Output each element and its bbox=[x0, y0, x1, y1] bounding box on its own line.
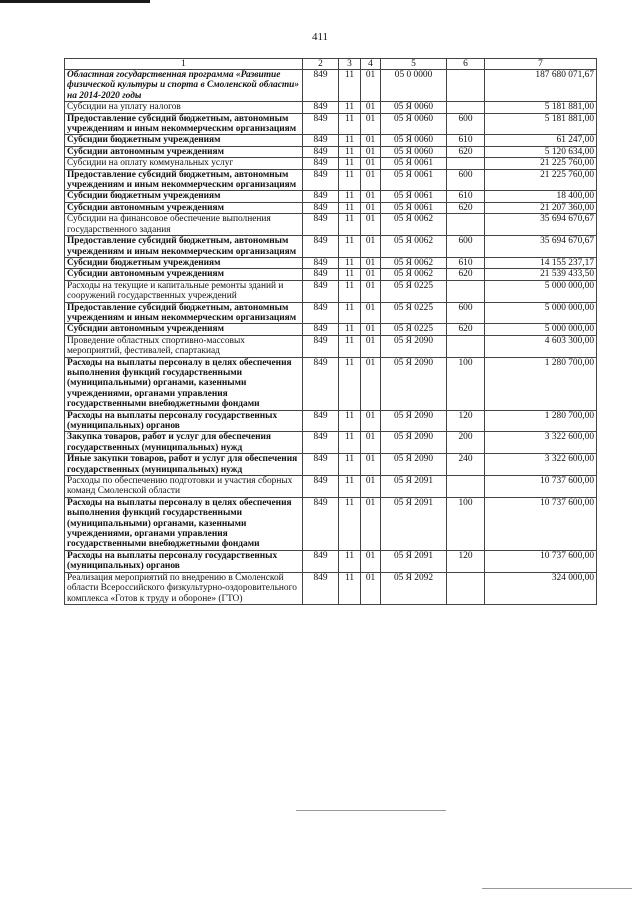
cell-target-article: 05 Я 0062 bbox=[381, 269, 447, 280]
cell-expense-type: 600 bbox=[447, 302, 485, 324]
cell-target-article: 05 Я 0060 bbox=[381, 146, 447, 157]
table-row bbox=[65, 476, 597, 498]
cell-name: Расходы на выплаты персоналу государственных (муниципальных) органов bbox=[65, 550, 303, 572]
cell-section: 11 bbox=[339, 572, 361, 604]
header-col-1: 1 bbox=[65, 59, 303, 70]
cell-section: 11 bbox=[339, 202, 361, 213]
cell-subsection: 01 bbox=[361, 357, 381, 410]
cell-expense-type: 100 bbox=[447, 497, 485, 550]
cell-amount: 5 000 000,00 bbox=[485, 324, 597, 335]
cell-section: 11 bbox=[339, 70, 361, 102]
cell-target-article: 05 Я 0061 bbox=[381, 158, 447, 169]
cell-gov-code: 849 bbox=[303, 102, 339, 113]
cell-gov-code: 849 bbox=[303, 280, 339, 302]
cell-name: Расходы на выплаты персоналу в целях обеспечения выполнения функций государственными (муниципальными) органами, казенными учреждениями, органами управления государственными внебюджетными фондами bbox=[65, 357, 303, 410]
cell-gov-code: 849 bbox=[303, 357, 339, 410]
cell-name: Субсидии автономным учреждениям bbox=[65, 202, 303, 213]
scan-artifact-line bbox=[296, 810, 446, 811]
cell-target-article: 05 Я 0060 bbox=[381, 135, 447, 146]
cell-expense-type: 620 bbox=[447, 324, 485, 335]
cell-name: Расходы на выплаты персоналу государственных (муниципальных) органов bbox=[65, 410, 303, 432]
cell-amount: 3 322 600,00 bbox=[485, 454, 597, 476]
table-row bbox=[65, 169, 597, 191]
cell-target-article: 05 Я 2090 bbox=[381, 432, 447, 454]
cell-expense-type bbox=[447, 102, 485, 113]
cell-target-article: 05 0 0000 bbox=[381, 70, 447, 102]
table-row bbox=[65, 550, 597, 572]
table-row bbox=[65, 214, 597, 236]
cell-expense-type: 610 bbox=[447, 257, 485, 268]
cell-expense-type: 610 bbox=[447, 191, 485, 202]
cell-target-article: 05 Я 2090 bbox=[381, 357, 447, 410]
cell-name: Иные закупки товаров, работ и услуг для обеспечения государственных (муниципальных) нужд bbox=[65, 454, 303, 476]
cell-section: 11 bbox=[339, 550, 361, 572]
cell-gov-code: 849 bbox=[303, 572, 339, 604]
table-row bbox=[65, 135, 597, 146]
header-col-2: 2 bbox=[303, 59, 339, 70]
cell-name: Субсидии автономным учреждениям bbox=[65, 146, 303, 157]
cell-expense-type bbox=[447, 214, 485, 236]
cell-target-article: 05 Я 2090 bbox=[381, 454, 447, 476]
cell-section: 11 bbox=[339, 269, 361, 280]
header-col-3: 3 bbox=[339, 59, 361, 70]
cell-amount: 18 400,00 bbox=[485, 191, 597, 202]
cell-amount: 21 539 433,50 bbox=[485, 269, 597, 280]
cell-gov-code: 849 bbox=[303, 202, 339, 213]
header-col-4: 4 bbox=[361, 59, 381, 70]
cell-target-article: 05 Я 2091 bbox=[381, 497, 447, 550]
table-row bbox=[65, 572, 597, 604]
cell-subsection: 01 bbox=[361, 269, 381, 280]
cell-section: 11 bbox=[339, 302, 361, 324]
cell-section: 11 bbox=[339, 454, 361, 476]
cell-amount: 5 181 881,00 bbox=[485, 102, 597, 113]
cell-target-article: 05 Я 0060 bbox=[381, 113, 447, 135]
cell-subsection: 01 bbox=[361, 214, 381, 236]
cell-amount: 14 155 237,17 bbox=[485, 257, 597, 268]
cell-section: 11 bbox=[339, 191, 361, 202]
cell-expense-type bbox=[447, 335, 485, 357]
cell-expense-type: 120 bbox=[447, 550, 485, 572]
cell-target-article: 05 Я 0060 bbox=[381, 102, 447, 113]
cell-gov-code: 849 bbox=[303, 135, 339, 146]
cell-subsection: 01 bbox=[361, 324, 381, 335]
cell-target-article: 05 Я 2092 bbox=[381, 572, 447, 604]
cell-amount: 3 322 600,00 bbox=[485, 432, 597, 454]
cell-target-article: 05 Я 0061 bbox=[381, 202, 447, 213]
header-col-7: 7 bbox=[485, 59, 597, 70]
cell-subsection: 01 bbox=[361, 146, 381, 157]
cell-subsection: 01 bbox=[361, 302, 381, 324]
cell-name: Предоставление субсидий бюджетным, автономным учреждениям и иным некоммерческим организациям bbox=[65, 169, 303, 191]
cell-gov-code: 849 bbox=[303, 302, 339, 324]
table-row bbox=[65, 357, 597, 410]
cell-amount: 21 225 760,00 bbox=[485, 158, 597, 169]
cell-gov-code: 849 bbox=[303, 214, 339, 236]
cell-target-article: 05 Я 0225 bbox=[381, 302, 447, 324]
cell-subsection: 01 bbox=[361, 158, 381, 169]
cell-expense-type bbox=[447, 158, 485, 169]
cell-subsection: 01 bbox=[361, 257, 381, 268]
table-row bbox=[65, 146, 597, 157]
table-row bbox=[65, 497, 597, 550]
cell-target-article: 05 Я 0061 bbox=[381, 169, 447, 191]
cell-target-article: 05 Я 0062 bbox=[381, 214, 447, 236]
table-row bbox=[65, 432, 597, 454]
cell-expense-type: 620 bbox=[447, 146, 485, 157]
cell-target-article: 05 Я 2090 bbox=[381, 410, 447, 432]
table-row bbox=[65, 269, 597, 280]
cell-expense-type: 200 bbox=[447, 432, 485, 454]
cell-target-article: 05 Я 0062 bbox=[381, 257, 447, 268]
cell-gov-code: 849 bbox=[303, 454, 339, 476]
cell-subsection: 01 bbox=[361, 113, 381, 135]
table-row bbox=[65, 410, 597, 432]
cell-expense-type: 620 bbox=[447, 202, 485, 213]
cell-name: Субсидии бюджетным учреждениям bbox=[65, 135, 303, 146]
cell-name: Субсидии на уплату налогов bbox=[65, 102, 303, 113]
cell-name: Расходы по обеспечению подготовки и участия сборных команд Смоленской области bbox=[65, 476, 303, 498]
cell-amount: 10 737 600,00 bbox=[485, 476, 597, 498]
table-row bbox=[65, 335, 597, 357]
cell-gov-code: 849 bbox=[303, 324, 339, 335]
cell-expense-type: 600 bbox=[447, 113, 485, 135]
header-col-6: 6 bbox=[447, 59, 485, 70]
cell-subsection: 01 bbox=[361, 476, 381, 498]
cell-subsection: 01 bbox=[361, 280, 381, 302]
cell-target-article: 05 Я 2091 bbox=[381, 476, 447, 498]
table-row bbox=[65, 202, 597, 213]
cell-expense-type: 120 bbox=[447, 410, 485, 432]
cell-section: 11 bbox=[339, 357, 361, 410]
cell-gov-code: 849 bbox=[303, 476, 339, 498]
cell-target-article: 05 Я 0061 bbox=[381, 191, 447, 202]
cell-subsection: 01 bbox=[361, 135, 381, 146]
cell-section: 11 bbox=[339, 476, 361, 498]
cell-name: Субсидии автономным учреждениям bbox=[65, 324, 303, 335]
cell-section: 11 bbox=[339, 236, 361, 258]
cell-section: 11 bbox=[339, 497, 361, 550]
cell-section: 11 bbox=[339, 135, 361, 146]
table-body bbox=[65, 70, 597, 605]
cell-target-article: 05 Я 2091 bbox=[381, 550, 447, 572]
table-header-row bbox=[65, 59, 597, 70]
cell-name: Субсидии бюджетным учреждениям bbox=[65, 257, 303, 268]
cell-section: 11 bbox=[339, 410, 361, 432]
cell-amount: 5 120 634,00 bbox=[485, 146, 597, 157]
cell-subsection: 01 bbox=[361, 335, 381, 357]
cell-subsection: 01 bbox=[361, 550, 381, 572]
cell-name: Реализация мероприятий по внедрению в Смоленской области Всероссийского физкультурно-оздоровительного комплекса «Готов к труду и обороне» (ГТО) bbox=[65, 572, 303, 604]
cell-section: 11 bbox=[339, 146, 361, 157]
cell-subsection: 01 bbox=[361, 102, 381, 113]
cell-expense-type: 600 bbox=[447, 236, 485, 258]
table-row bbox=[65, 191, 597, 202]
cell-subsection: 01 bbox=[361, 454, 381, 476]
table-row bbox=[65, 302, 597, 324]
cell-expense-type bbox=[447, 70, 485, 102]
cell-subsection: 01 bbox=[361, 432, 381, 454]
cell-name: Закупка товаров, работ и услуг для обеспечения государственных (муниципальных) нужд bbox=[65, 432, 303, 454]
cell-gov-code: 849 bbox=[303, 257, 339, 268]
cell-subsection: 01 bbox=[361, 191, 381, 202]
cell-expense-type: 620 bbox=[447, 269, 485, 280]
cell-gov-code: 849 bbox=[303, 410, 339, 432]
table-row bbox=[65, 158, 597, 169]
cell-amount: 5 181 881,00 bbox=[485, 113, 597, 135]
cell-gov-code: 849 bbox=[303, 335, 339, 357]
cell-subsection: 01 bbox=[361, 70, 381, 102]
table-row bbox=[65, 113, 597, 135]
cell-name: Предоставление субсидий бюджетным, автономным учреждениям и иным некоммерческим организациям bbox=[65, 302, 303, 324]
cell-gov-code: 849 bbox=[303, 550, 339, 572]
cell-expense-type: 600 bbox=[447, 169, 485, 191]
cell-section: 11 bbox=[339, 257, 361, 268]
cell-expense-type bbox=[447, 280, 485, 302]
cell-section: 11 bbox=[339, 335, 361, 357]
cell-target-article: 05 Я 0225 bbox=[381, 324, 447, 335]
cell-amount: 4 603 300,00 bbox=[485, 335, 597, 357]
cell-subsection: 01 bbox=[361, 410, 381, 432]
cell-subsection: 01 bbox=[361, 202, 381, 213]
cell-amount: 5 000 000,00 bbox=[485, 302, 597, 324]
cell-gov-code: 849 bbox=[303, 158, 339, 169]
cell-gov-code: 849 bbox=[303, 191, 339, 202]
cell-gov-code: 849 bbox=[303, 269, 339, 280]
cell-name: Расходы на текущие и капитальные ремонты зданий и сооружений государственных учреждений bbox=[65, 280, 303, 302]
cell-section: 11 bbox=[339, 169, 361, 191]
cell-expense-type: 240 bbox=[447, 454, 485, 476]
cell-expense-type bbox=[447, 572, 485, 604]
cell-name: Областная государственная программа «Развитие физической культуры и спорта в Смоленской области» на 2014-2020 годы bbox=[65, 70, 303, 102]
cell-section: 11 bbox=[339, 158, 361, 169]
cell-amount: 61 247,00 bbox=[485, 135, 597, 146]
cell-subsection: 01 bbox=[361, 497, 381, 550]
table-row bbox=[65, 236, 597, 258]
cell-section: 11 bbox=[339, 214, 361, 236]
cell-target-article: 05 Я 0225 bbox=[381, 280, 447, 302]
header-col-5: 5 bbox=[381, 59, 447, 70]
cell-gov-code: 849 bbox=[303, 497, 339, 550]
cell-name: Предоставление субсидий бюджетным, автономным учреждениям и иным некоммерческим организациям bbox=[65, 236, 303, 258]
table-row bbox=[65, 280, 597, 302]
cell-name: Проведение областных спортивно-массовых мероприятий, фестивалей, спартакиад bbox=[65, 335, 303, 357]
cell-amount: 10 737 600,00 bbox=[485, 497, 597, 550]
cell-amount: 21 207 360,00 bbox=[485, 202, 597, 213]
cell-amount: 1 280 700,00 bbox=[485, 357, 597, 410]
cell-name: Субсидии на финансовое обеспечение выполнения государственного задания bbox=[65, 214, 303, 236]
cell-expense-type: 100 bbox=[447, 357, 485, 410]
cell-subsection: 01 bbox=[361, 236, 381, 258]
cell-gov-code: 849 bbox=[303, 70, 339, 102]
cell-amount: 187 680 071,67 bbox=[485, 70, 597, 102]
cell-subsection: 01 bbox=[361, 169, 381, 191]
table-row bbox=[65, 70, 597, 102]
cell-target-article: 05 Я 0062 bbox=[381, 236, 447, 258]
cell-gov-code: 849 bbox=[303, 169, 339, 191]
page-number: 411 bbox=[311, 31, 329, 43]
cell-amount: 35 694 670,67 bbox=[485, 214, 597, 236]
cell-subsection: 01 bbox=[361, 572, 381, 604]
table-row bbox=[65, 324, 597, 335]
cell-name: Предоставление субсидий бюджетным, автономным учреждениям и иным некоммерческим организациям bbox=[65, 113, 303, 135]
cell-name: Субсидии бюджетным учреждениям bbox=[65, 191, 303, 202]
cell-amount: 5 000 000,00 bbox=[485, 280, 597, 302]
scan-artifact-line bbox=[482, 888, 632, 889]
cell-amount: 1 280 700,00 bbox=[485, 410, 597, 432]
cell-section: 11 bbox=[339, 102, 361, 113]
cell-section: 11 bbox=[339, 280, 361, 302]
cell-name: Расходы на выплаты персоналу в целях обеспечения выполнения функций государственными (муниципальными) органами, казенными учреждениями, органами управления государственными внебюджетными фондами bbox=[65, 497, 303, 550]
cell-amount: 10 737 600,00 bbox=[485, 550, 597, 572]
cell-gov-code: 849 bbox=[303, 236, 339, 258]
cell-amount: 324 000,00 bbox=[485, 572, 597, 604]
cell-gov-code: 849 bbox=[303, 146, 339, 157]
cell-gov-code: 849 bbox=[303, 113, 339, 135]
cell-name: Субсидии на оплату коммунальных услуг bbox=[65, 158, 303, 169]
table-row bbox=[65, 102, 597, 113]
scan-edge-mark bbox=[0, 0, 150, 3]
table-row bbox=[65, 454, 597, 476]
cell-section: 11 bbox=[339, 432, 361, 454]
table-row bbox=[65, 257, 597, 268]
cell-expense-type: 610 bbox=[447, 135, 485, 146]
cell-name: Субсидии автономным учреждениям bbox=[65, 269, 303, 280]
cell-amount: 21 225 760,00 bbox=[485, 169, 597, 191]
cell-amount: 35 694 670,67 bbox=[485, 236, 597, 258]
cell-section: 11 bbox=[339, 324, 361, 335]
cell-gov-code: 849 bbox=[303, 432, 339, 454]
cell-expense-type bbox=[447, 476, 485, 498]
cell-section: 11 bbox=[339, 113, 361, 135]
cell-target-article: 05 Я 2090 bbox=[381, 335, 447, 357]
budget-table bbox=[64, 58, 597, 605]
